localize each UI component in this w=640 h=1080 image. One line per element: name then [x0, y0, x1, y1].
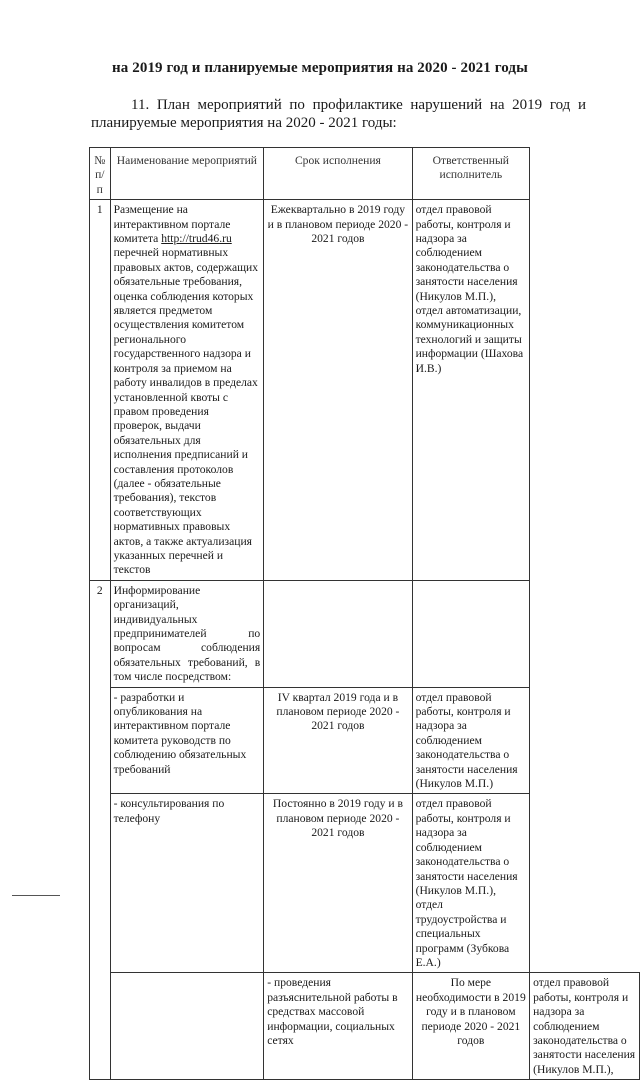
- measure-responsible: отдел правовой работы, контроля и надзора за соблюдением законодательства о занятости населения (Никулов М.П.),: [530, 973, 640, 1080]
- header-term: Срок исполнения: [264, 148, 412, 200]
- row-number: 2: [90, 580, 111, 1079]
- section-title: 11. План мероприятий по профилактике нарушений на 2019 год и планируемые мероприятия на 2020 - 2021 годы:: [91, 97, 586, 131]
- header-num: № п/п: [90, 148, 111, 200]
- measure-term: По мере необходимости в 2019 году и в плановом периоде 2020 - 2021 годов: [412, 973, 530, 1080]
- table-row: [90, 794, 640, 973]
- table-row: [90, 973, 640, 1080]
- footnote-rule: [12, 895, 60, 896]
- measure-term: IV квартал 2019 года и в плановом периоде 2020 - 2021 годов: [264, 687, 412, 794]
- measure-name: [110, 200, 264, 581]
- table-row: [90, 200, 640, 581]
- document-heading: на 2019 год и планируемые мероприятия на 2020 - 2021 годы: [112, 60, 528, 76]
- measure-name: - проведения разъяснительной работы в средствах массовой информации, социальных сетях: [264, 973, 412, 1080]
- row-number: [110, 973, 264, 1080]
- table-row: [90, 687, 640, 794]
- measures-table: [89, 147, 640, 1080]
- responsible-line: отдел правовой работы, контроля и надзора за соблюдением законодательства о занятости населения (Никулов М.П.),: [415, 797, 518, 897]
- measure-term: [264, 580, 412, 687]
- measure-responsible: [412, 794, 530, 973]
- portal-link[interactable]: http://trud46.ru: [161, 232, 232, 246]
- measure-term: Постоянно в 2019 году и в плановом периоде 2020 - 2021 годов: [264, 794, 412, 973]
- measure-term: Ежеквартально в 2019 году и в плановом периоде 2020 - 2021 годов: [264, 200, 412, 581]
- measure-name: Информирование организаций, индивидуальных предпринимателей по вопросам соблюдения обязательных требований, в том числе посредством:: [110, 580, 264, 687]
- row-number: 1: [90, 200, 111, 581]
- responsible-line: отдел трудоустройства и специальных программ (Зубкова Е.А.): [415, 898, 510, 969]
- measure-name: - разработки и опубликования на интерактивном портале комитета руководств по соблюдению обязательных требований: [110, 687, 264, 794]
- measure-name: - консультирования по телефону: [110, 794, 264, 973]
- responsible-line: отдел автоматизации, коммуникационных технологий и защиты информации (Шахова И.В.): [415, 304, 524, 375]
- measure-text: перечней нормативных правовых актов, содержащих обязательные требования, оценка соблюдения которых является предметом осуществления комитетом регионального государственного надзора и контроля за приемом на работу инвалидов в пределах установленной квоты с правом проведения проверок, выдачи обязательных для исполнения предписаний и составления протоколов (далее - обязательные требования), текстов соответствующих нормативных правовых актов, а также актуализация указанных перечней и текстов: [113, 246, 259, 577]
- measure-responsible: [412, 200, 530, 581]
- header-name: Наименование мероприятий: [110, 148, 264, 200]
- table-row: [90, 580, 640, 687]
- measure-responsible: отдел правовой работы, контроля и надзора за соблюдением законодательства о занятости населения (Никулов М.П.): [412, 687, 530, 794]
- header-responsible: Ответственный исполнитель: [412, 148, 530, 200]
- table-header-row: [90, 148, 640, 200]
- measure-text: Размещение на интерактивном портале комитета: [113, 203, 231, 246]
- responsible-line: отдел правовой работы, контроля и надзора за соблюдением законодательства о занятости населения (Никулов М.П.),: [415, 203, 518, 303]
- measure-responsible: [412, 580, 530, 687]
